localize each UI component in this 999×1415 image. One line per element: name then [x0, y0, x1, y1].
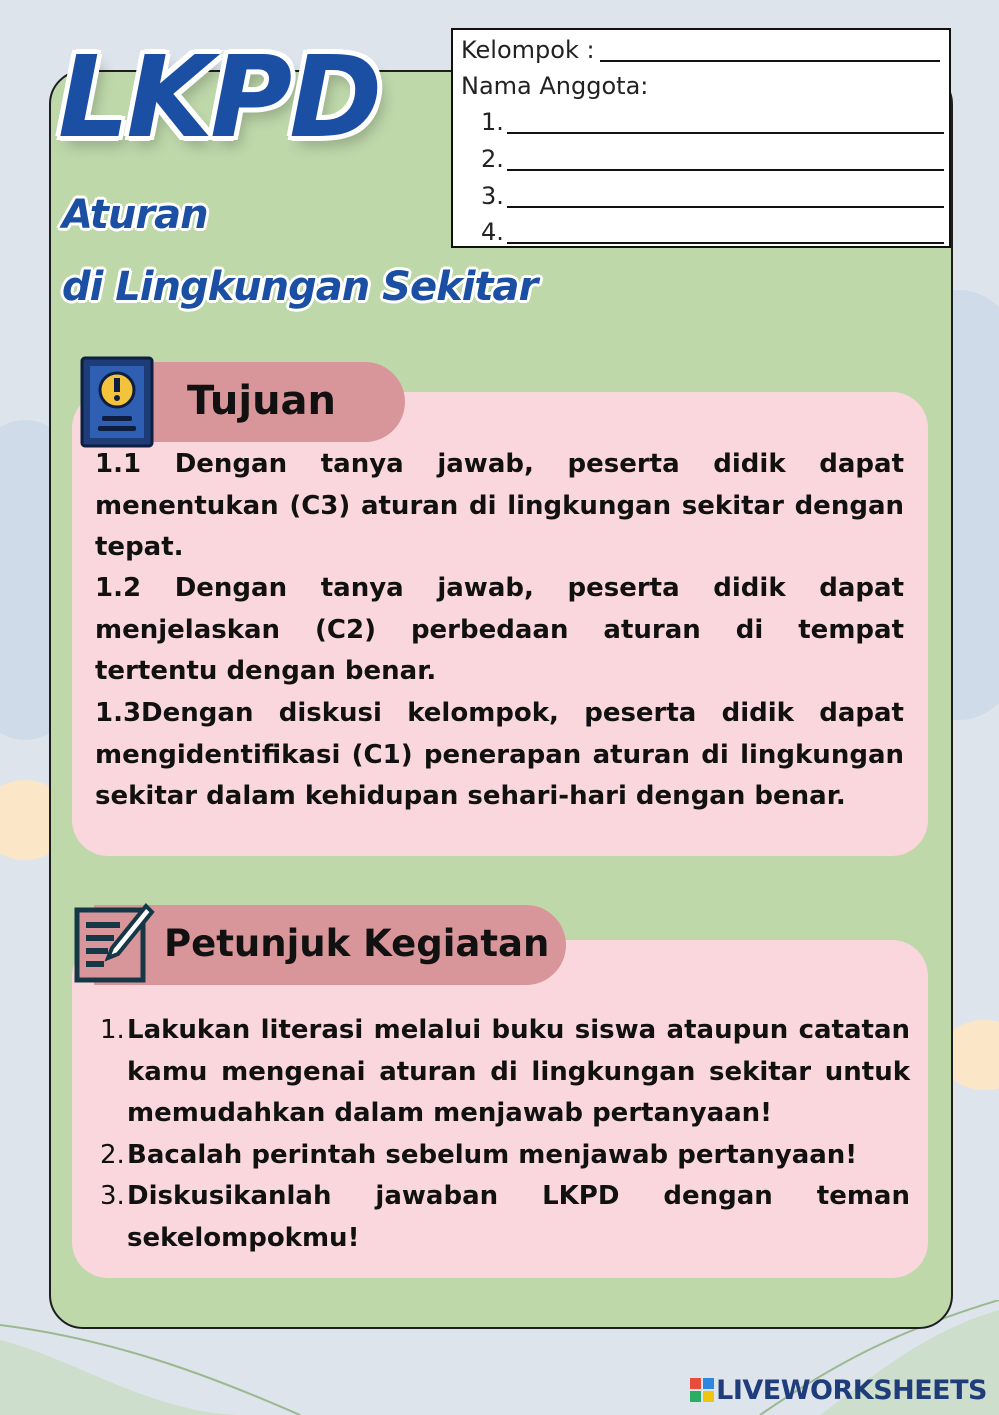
anggota-label: Nama Anggota:: [461, 72, 649, 100]
liveworksheets-logo[interactable]: [690, 1373, 987, 1407]
kelompok-field[interactable]: [600, 60, 940, 62]
step-number: 2.: [100, 1139, 125, 1170]
petunjuk-tab: [94, 905, 566, 985]
group-identity-box: [451, 28, 951, 248]
list-item: [97, 1176, 910, 1259]
member-number: 4.: [481, 218, 504, 246]
subtitle-line-1: Aturan: [62, 192, 208, 238]
subtitle-line-2: di Lingkungan Sekitar: [62, 264, 538, 310]
notepad-pencil-icon: [74, 902, 156, 984]
step-text: Lakukan literasi melalui buku siswa ataupun catatan kamu mengenai aturan di lingkungan sekitar untuk memudahkan dalam menjawab pertanyaan!: [127, 1015, 910, 1128]
tujuan-item-1: 1.1 Dengan tanya jawab, peserta didik dapat menentukan (C3) aturan di lingkungan sekitar dengan tepat.: [95, 449, 904, 562]
petunjuk-steps: [97, 1010, 910, 1259]
step-number: 1.: [100, 1015, 125, 1045]
member-4-field[interactable]: [507, 242, 944, 244]
list-item: [97, 1135, 910, 1177]
member-number: 2.: [481, 145, 504, 173]
tujuan-heading: Tujuan: [187, 378, 337, 424]
tujuan-item-3: 1.3Dengan diskusi kelompok, peserta didik dapat mengidentifikasi (C1) penerapan aturan di lingkungan sekitar dalam kehidupan sehari-hari dengan benar.: [95, 698, 904, 811]
member-1-field[interactable]: [507, 132, 944, 134]
list-item: [97, 1010, 910, 1135]
liveworksheets-icon: [690, 1378, 714, 1402]
member-2-field[interactable]: [507, 169, 944, 171]
kelompok-label: Kelompok :: [461, 36, 595, 64]
liveworksheets-brand: LIVEWORKSHEETS: [716, 1374, 987, 1406]
step-number: 3.: [100, 1181, 125, 1211]
alert-icon: [80, 356, 154, 448]
step-text: Diskusikanlah jawaban LKPD dengan teman sekelompokmu!: [127, 1181, 910, 1253]
member-3-field[interactable]: [507, 206, 944, 208]
tujuan-item-2: 1.2 Dengan tanya jawab, peserta didik dapat menjelaskan (C2) perbedaan aturan di tempat tertentu dengan benar.: [95, 573, 904, 686]
petunjuk-heading: Petunjuk Kegiatan: [164, 922, 550, 965]
member-number: 1.: [481, 108, 504, 136]
step-text: Bacalah perintah sebelum menjawab pertanyaan!: [127, 1139, 858, 1170]
page-title: LKPD: [58, 33, 380, 163]
member-number: 3.: [481, 182, 504, 210]
